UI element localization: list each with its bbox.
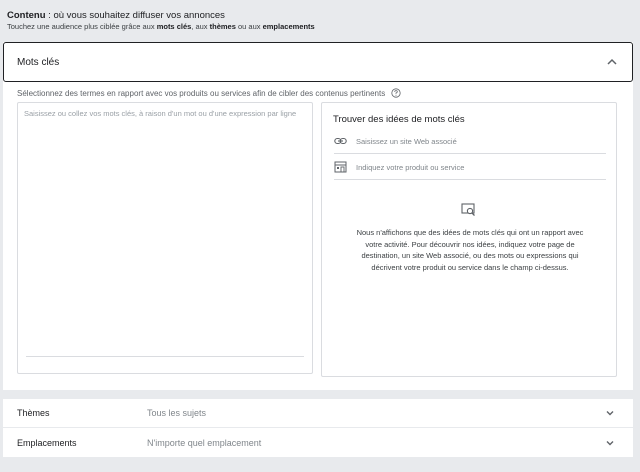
topics-section[interactable] [3,399,633,428]
placements-section[interactable] [3,428,633,457]
chevron-down-icon[interactable] [605,438,615,448]
website-input[interactable] [334,129,606,154]
keyword-ideas-title: Trouver des idées de mots clés [333,114,465,125]
search-page-icon [461,203,477,217]
keywords-header[interactable] [3,42,633,82]
product-input[interactable] [334,155,606,180]
keywords-panel [3,42,633,390]
chevron-down-icon[interactable] [605,408,615,418]
content-targeting-page [3,7,633,467]
placements-value: N'importe quel emplacement [147,437,262,448]
content-title: Contenu : où vous souhaitez diffuser vos annonces [7,10,225,21]
product-input-placeholder: Indiquez votre produit ou service [356,162,465,172]
website-input-placeholder: Saisissez un site Web associé [356,136,457,146]
content-subtitle: Touchez une audience plus ciblée grâce aux mots clés, aux thèmes ou aux emplacements [7,22,315,31]
keywords-description: Sélectionnez des termes en rapport avec vos produits ou services afin de cibler des contenus pertinents [17,88,401,98]
topics-label: Thèmes [17,408,50,418]
keywords-textarea[interactable] [17,102,313,374]
textarea-divider [26,356,304,357]
keywords-title: Mots clés [17,57,60,68]
content-header [7,10,607,32]
link-icon [334,135,347,147]
chevron-up-icon[interactable] [606,56,618,68]
keyword-ideas-empty-message: Nous n'affichons que des idées de mots clés qui ont un rapport avec votre activité. Pour découvrir nos idées, indiquez votre page de destination, un site Web associé, ou des mots ou expressions qui décrivent votre produit ou service dans le champ ci-dessus. [356,228,584,272]
keywords-textarea-placeholder: Saisissez ou collez vos mots clés, à raison d'un mot ou d'une expression par ligne [24,109,297,118]
keyword-ideas-panel [321,102,617,377]
topics-value: Tous les sujets [147,408,207,418]
store-icon [334,161,347,173]
placements-label: Emplacements [17,437,77,448]
help-circle-icon[interactable] [391,88,401,98]
